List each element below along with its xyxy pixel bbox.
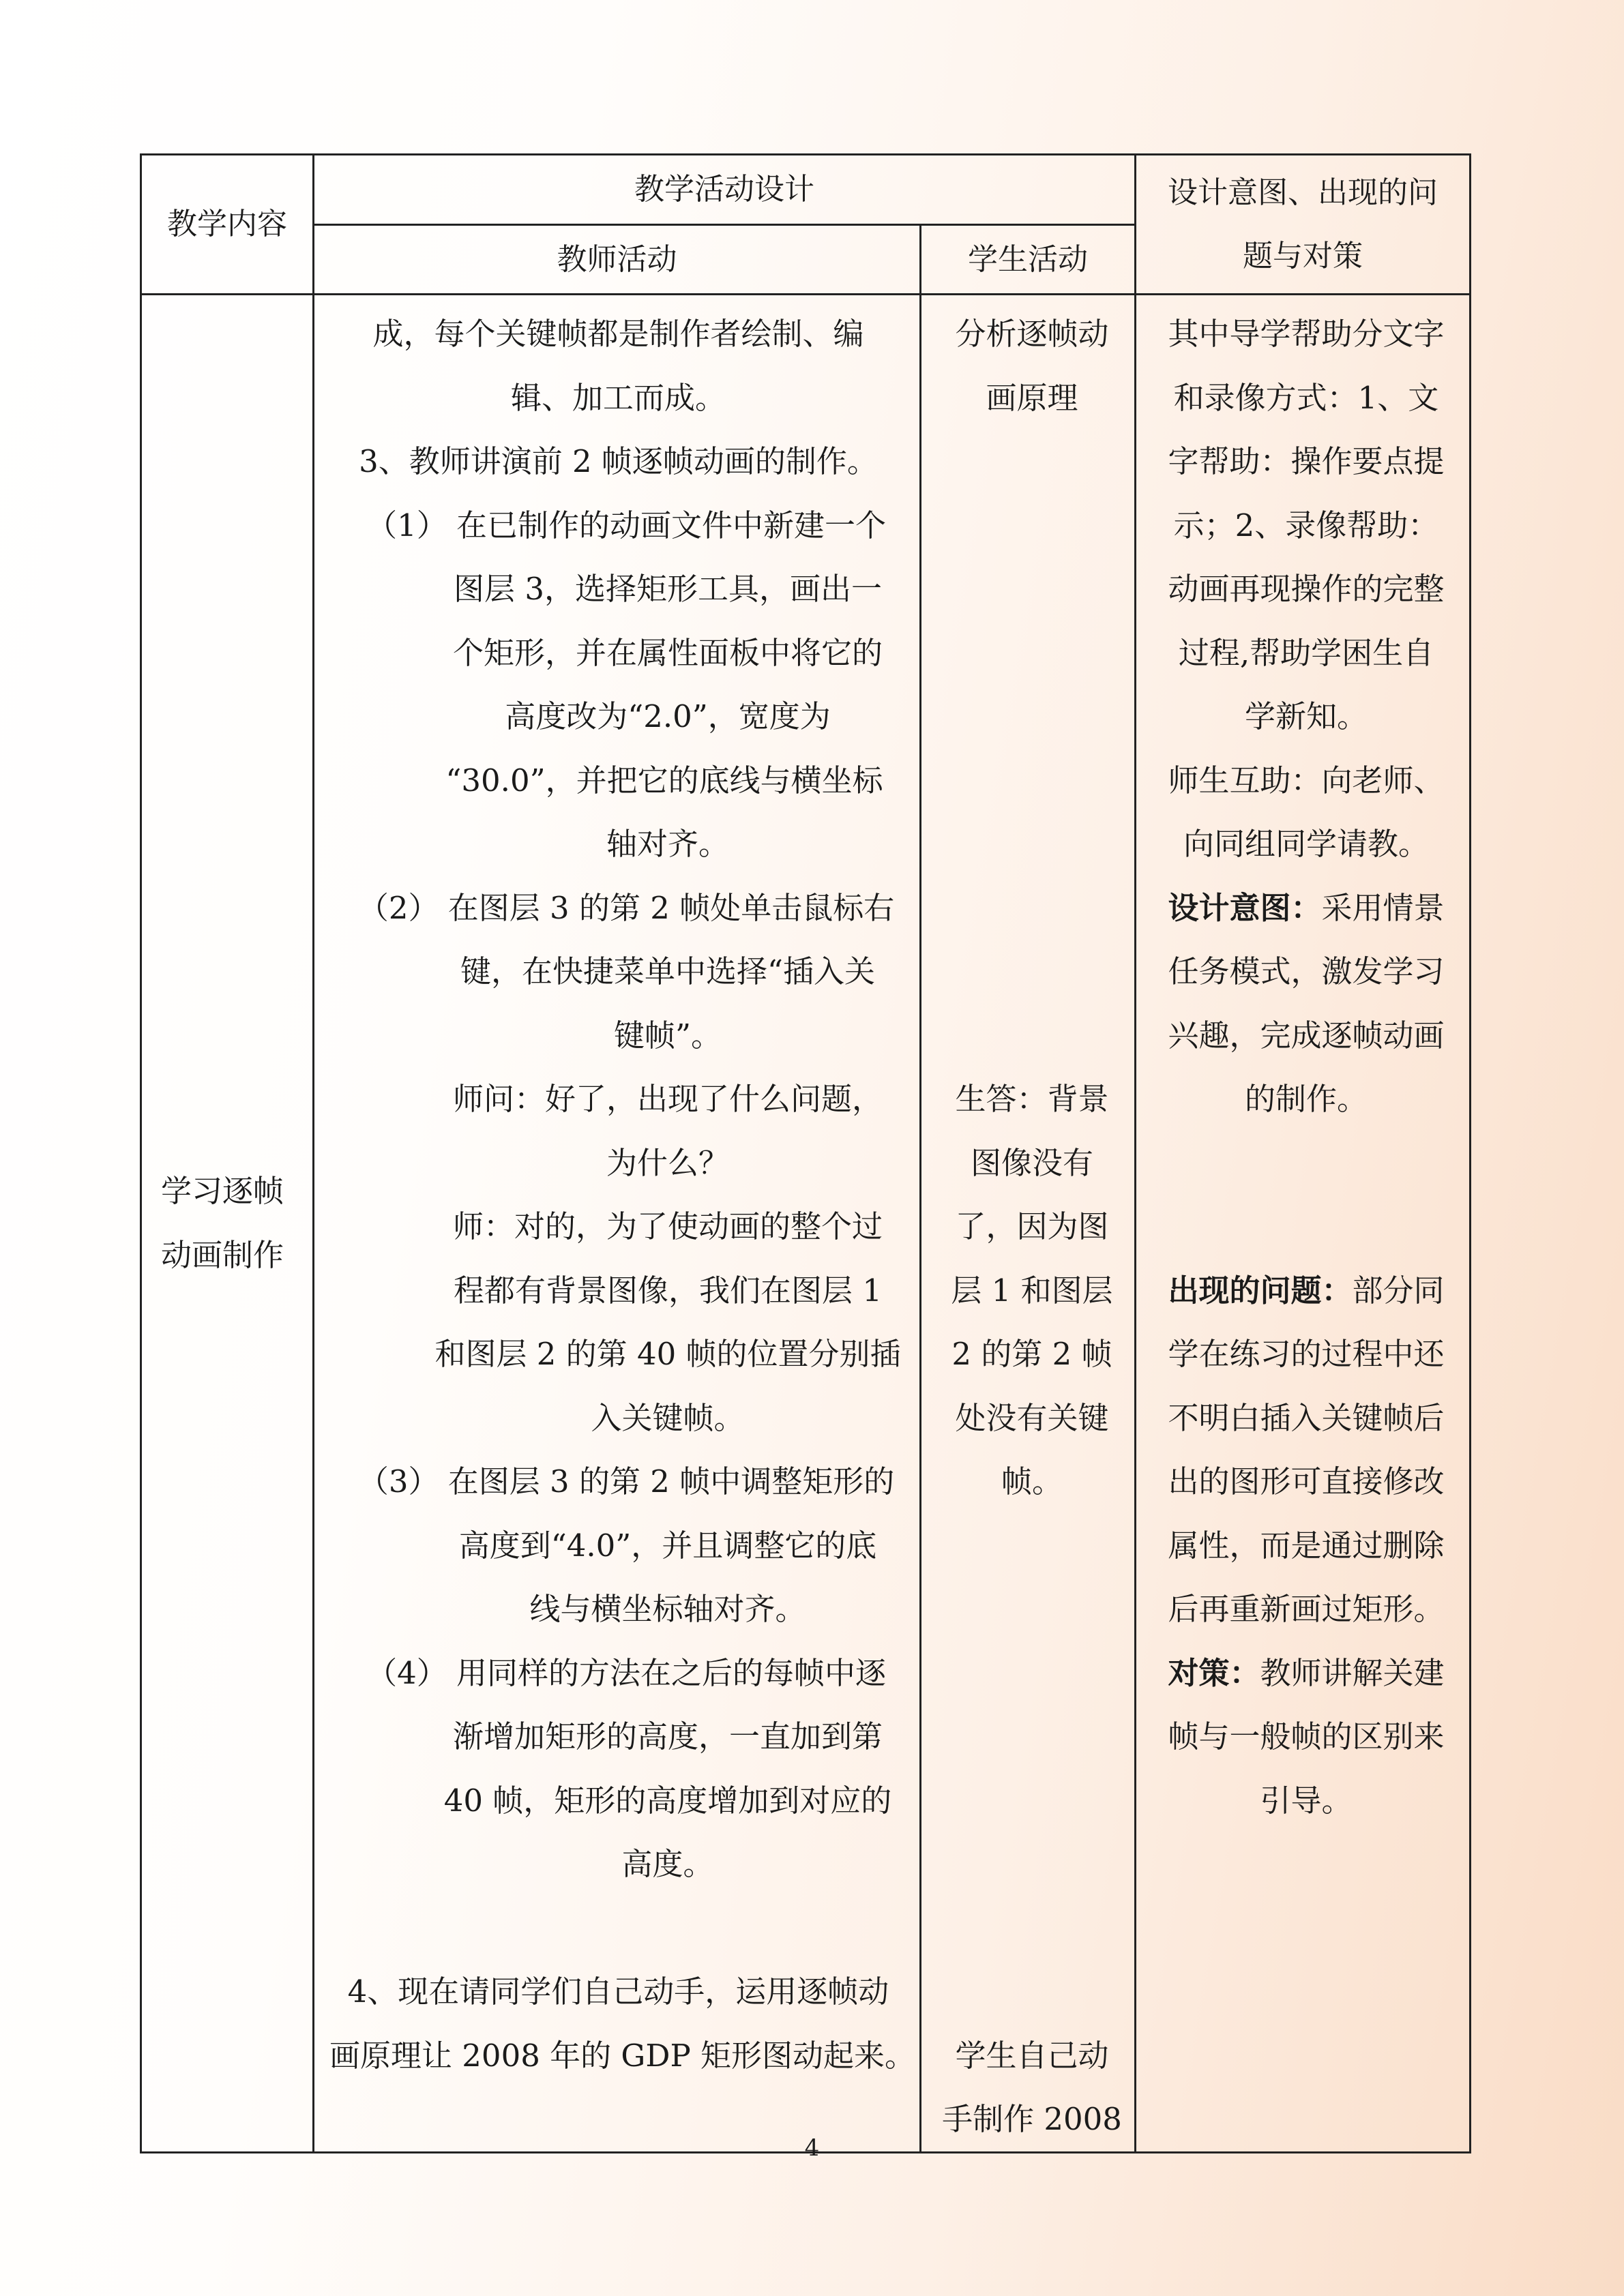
step-line: （2） 在图层 3 的第 2 帧处单击鼠标右 bbox=[329, 876, 907, 940]
teacher-line: 高度改为“2.0”，宽度为 bbox=[505, 698, 831, 734]
student-line: 生答：背景 bbox=[955, 1081, 1109, 1117]
teacher-line: 个矩形，并在属性面板中将它的 bbox=[452, 634, 883, 671]
step-number: （2） bbox=[357, 889, 439, 926]
student-line: 处没有关键 bbox=[955, 1399, 1109, 1436]
student-line: 学生自己动 bbox=[955, 2037, 1109, 2074]
teacher-line: 师：对的，为了使动画的整个过 bbox=[452, 1208, 883, 1244]
design-line: 出现的问题：部分同 bbox=[1168, 1272, 1445, 1309]
teacher-line: 和图层 2 的第 40 帧的位置分别插 bbox=[434, 1336, 901, 1372]
header-content: 教学内容 bbox=[141, 155, 314, 295]
teacher-line: 高度到“4.0”，并且调整它的底 bbox=[458, 1527, 877, 1564]
header-teacher-activity: 教师活动 bbox=[314, 225, 921, 295]
strategy-label: 对策： bbox=[1168, 1654, 1260, 1691]
student-line: 画原理 bbox=[986, 379, 1078, 416]
page-number: 4 bbox=[804, 2134, 820, 2162]
student-line: 帧。 bbox=[1001, 1463, 1063, 1500]
design-line: 后再重新画过矩形。 bbox=[1168, 1591, 1445, 1627]
student-line: 2 的第 2 帧 bbox=[951, 1336, 1112, 1372]
teacher-line: 键帧”。 bbox=[613, 1017, 722, 1054]
design-line: 字帮助：操作要点提 bbox=[1168, 443, 1445, 479]
blank-line bbox=[1150, 1195, 1462, 1259]
design-line: 的制作。 bbox=[1244, 1081, 1368, 1117]
header-activity-design: 教学活动设计 bbox=[314, 155, 1136, 225]
teacher-line: 师问：好了，出现了什么问题， bbox=[452, 1081, 883, 1117]
step-number: （1） bbox=[366, 507, 447, 543]
content-cell bbox=[141, 295, 314, 2153]
header-intent: 设计意图、出现的问 题与对策 bbox=[1136, 155, 1471, 295]
student-line: 层 1 和图层 bbox=[951, 1272, 1113, 1309]
design-line: 设计意图：采用情景 bbox=[1168, 889, 1445, 926]
design-line: 属性，而是通过删除 bbox=[1168, 1527, 1445, 1564]
teacher-line: 渐增加矩形的高度，一直加到第 bbox=[452, 1718, 883, 1755]
design-line: 帧与一般帧的区别来 bbox=[1168, 1718, 1445, 1755]
step-number: （3） bbox=[357, 1463, 439, 1500]
student-spacer bbox=[936, 430, 1127, 1067]
teacher-line: 为什么？ bbox=[606, 1144, 729, 1181]
blank-line bbox=[1150, 1131, 1462, 1195]
teacher-line: 画原理让 2008 年的 GDP 矩形图动起来。 bbox=[329, 2037, 916, 2074]
design-line: 出的图形可直接修改 bbox=[1168, 1463, 1445, 1500]
design-line: 师生互助：向老师、 bbox=[1168, 762, 1445, 799]
step-line: （1） 在已制作的动画文件中新建一个 bbox=[329, 494, 907, 558]
design-intent-cell bbox=[1136, 295, 1471, 2153]
design-line: 不明白插入关键帧后 bbox=[1168, 1399, 1445, 1436]
design-line: 向同组同学请教。 bbox=[1183, 826, 1429, 862]
teacher-line: 成，每个关键帧都是制作者绘制、编 bbox=[372, 316, 864, 352]
content-line: 动画制作 bbox=[161, 1236, 284, 1273]
student-spacer bbox=[936, 1514, 1127, 2024]
design-line: 兴趣，完成逐帧动画 bbox=[1168, 1017, 1445, 1054]
teacher-line: 轴对齐。 bbox=[606, 826, 729, 862]
teacher-line: 入关键帧。 bbox=[591, 1399, 745, 1436]
student-line: 分析逐帧动 bbox=[955, 316, 1109, 352]
design-line: 对策：教师讲解关建 bbox=[1168, 1654, 1445, 1691]
lesson-plan-table bbox=[140, 153, 1471, 2153]
design-line: 过程,帮助学困生自 bbox=[1178, 634, 1434, 671]
teacher-line: 4、现在请同学们自己动手，运用逐帧动 bbox=[347, 1973, 889, 2010]
student-line: 手制作 2008 bbox=[942, 2101, 1122, 2137]
student-activity-cell bbox=[921, 295, 1136, 2153]
teacher-line: 程都有背景图像，我们在图层 1 bbox=[454, 1272, 882, 1309]
step-number: （4） bbox=[366, 1654, 447, 1691]
teacher-line: 图层 3，选择矩形工具，画出一 bbox=[454, 571, 882, 607]
design-line: 学在练习的过程中还 bbox=[1168, 1336, 1445, 1372]
step-line: （3） 在图层 3 的第 2 帧中调整矩形的 bbox=[329, 1450, 907, 1514]
teacher-line: 键，在快捷菜单中选择“插入关 bbox=[460, 953, 875, 989]
teacher-line: 3、教师讲演前 2 帧逐帧动画的制作。 bbox=[359, 443, 878, 479]
design-line: 学新知。 bbox=[1244, 698, 1368, 734]
student-line: 图像没有 bbox=[970, 1144, 1093, 1181]
design-line: 和录像方式：1、文 bbox=[1173, 379, 1439, 416]
design-line: 动画再现操作的完整 bbox=[1168, 571, 1445, 607]
design-line: 示；2、录像帮助： bbox=[1173, 507, 1439, 543]
teacher-activity-cell bbox=[314, 295, 921, 2153]
design-line: 其中导学帮助分文字 bbox=[1168, 316, 1445, 352]
problem-label: 出现的问题： bbox=[1168, 1272, 1353, 1309]
content-line: 学习逐帧 bbox=[161, 1173, 284, 1210]
header-student-activity: 学生活动 bbox=[921, 225, 1136, 295]
teacher-line: “30.0”，并把它的底线与横坐标 bbox=[445, 762, 883, 799]
design-intent-label: 设计意图： bbox=[1168, 889, 1322, 926]
teacher-line: 40 帧，矩形的高度增加到对应的 bbox=[443, 1782, 892, 1819]
blank-line bbox=[329, 1896, 907, 1960]
student-line: 了，因为图 bbox=[955, 1208, 1109, 1244]
step-line: （4） 用同样的方法在之后的每帧中逐 bbox=[329, 1641, 907, 1705]
teacher-line: 高度。 bbox=[621, 1846, 714, 1882]
design-line: 任务模式，激发学习 bbox=[1168, 953, 1445, 989]
teacher-line: 线与横坐标轴对齐。 bbox=[529, 1591, 806, 1627]
design-line: 引导。 bbox=[1260, 1782, 1353, 1819]
teacher-line: 辑、加工而成。 bbox=[510, 379, 726, 416]
